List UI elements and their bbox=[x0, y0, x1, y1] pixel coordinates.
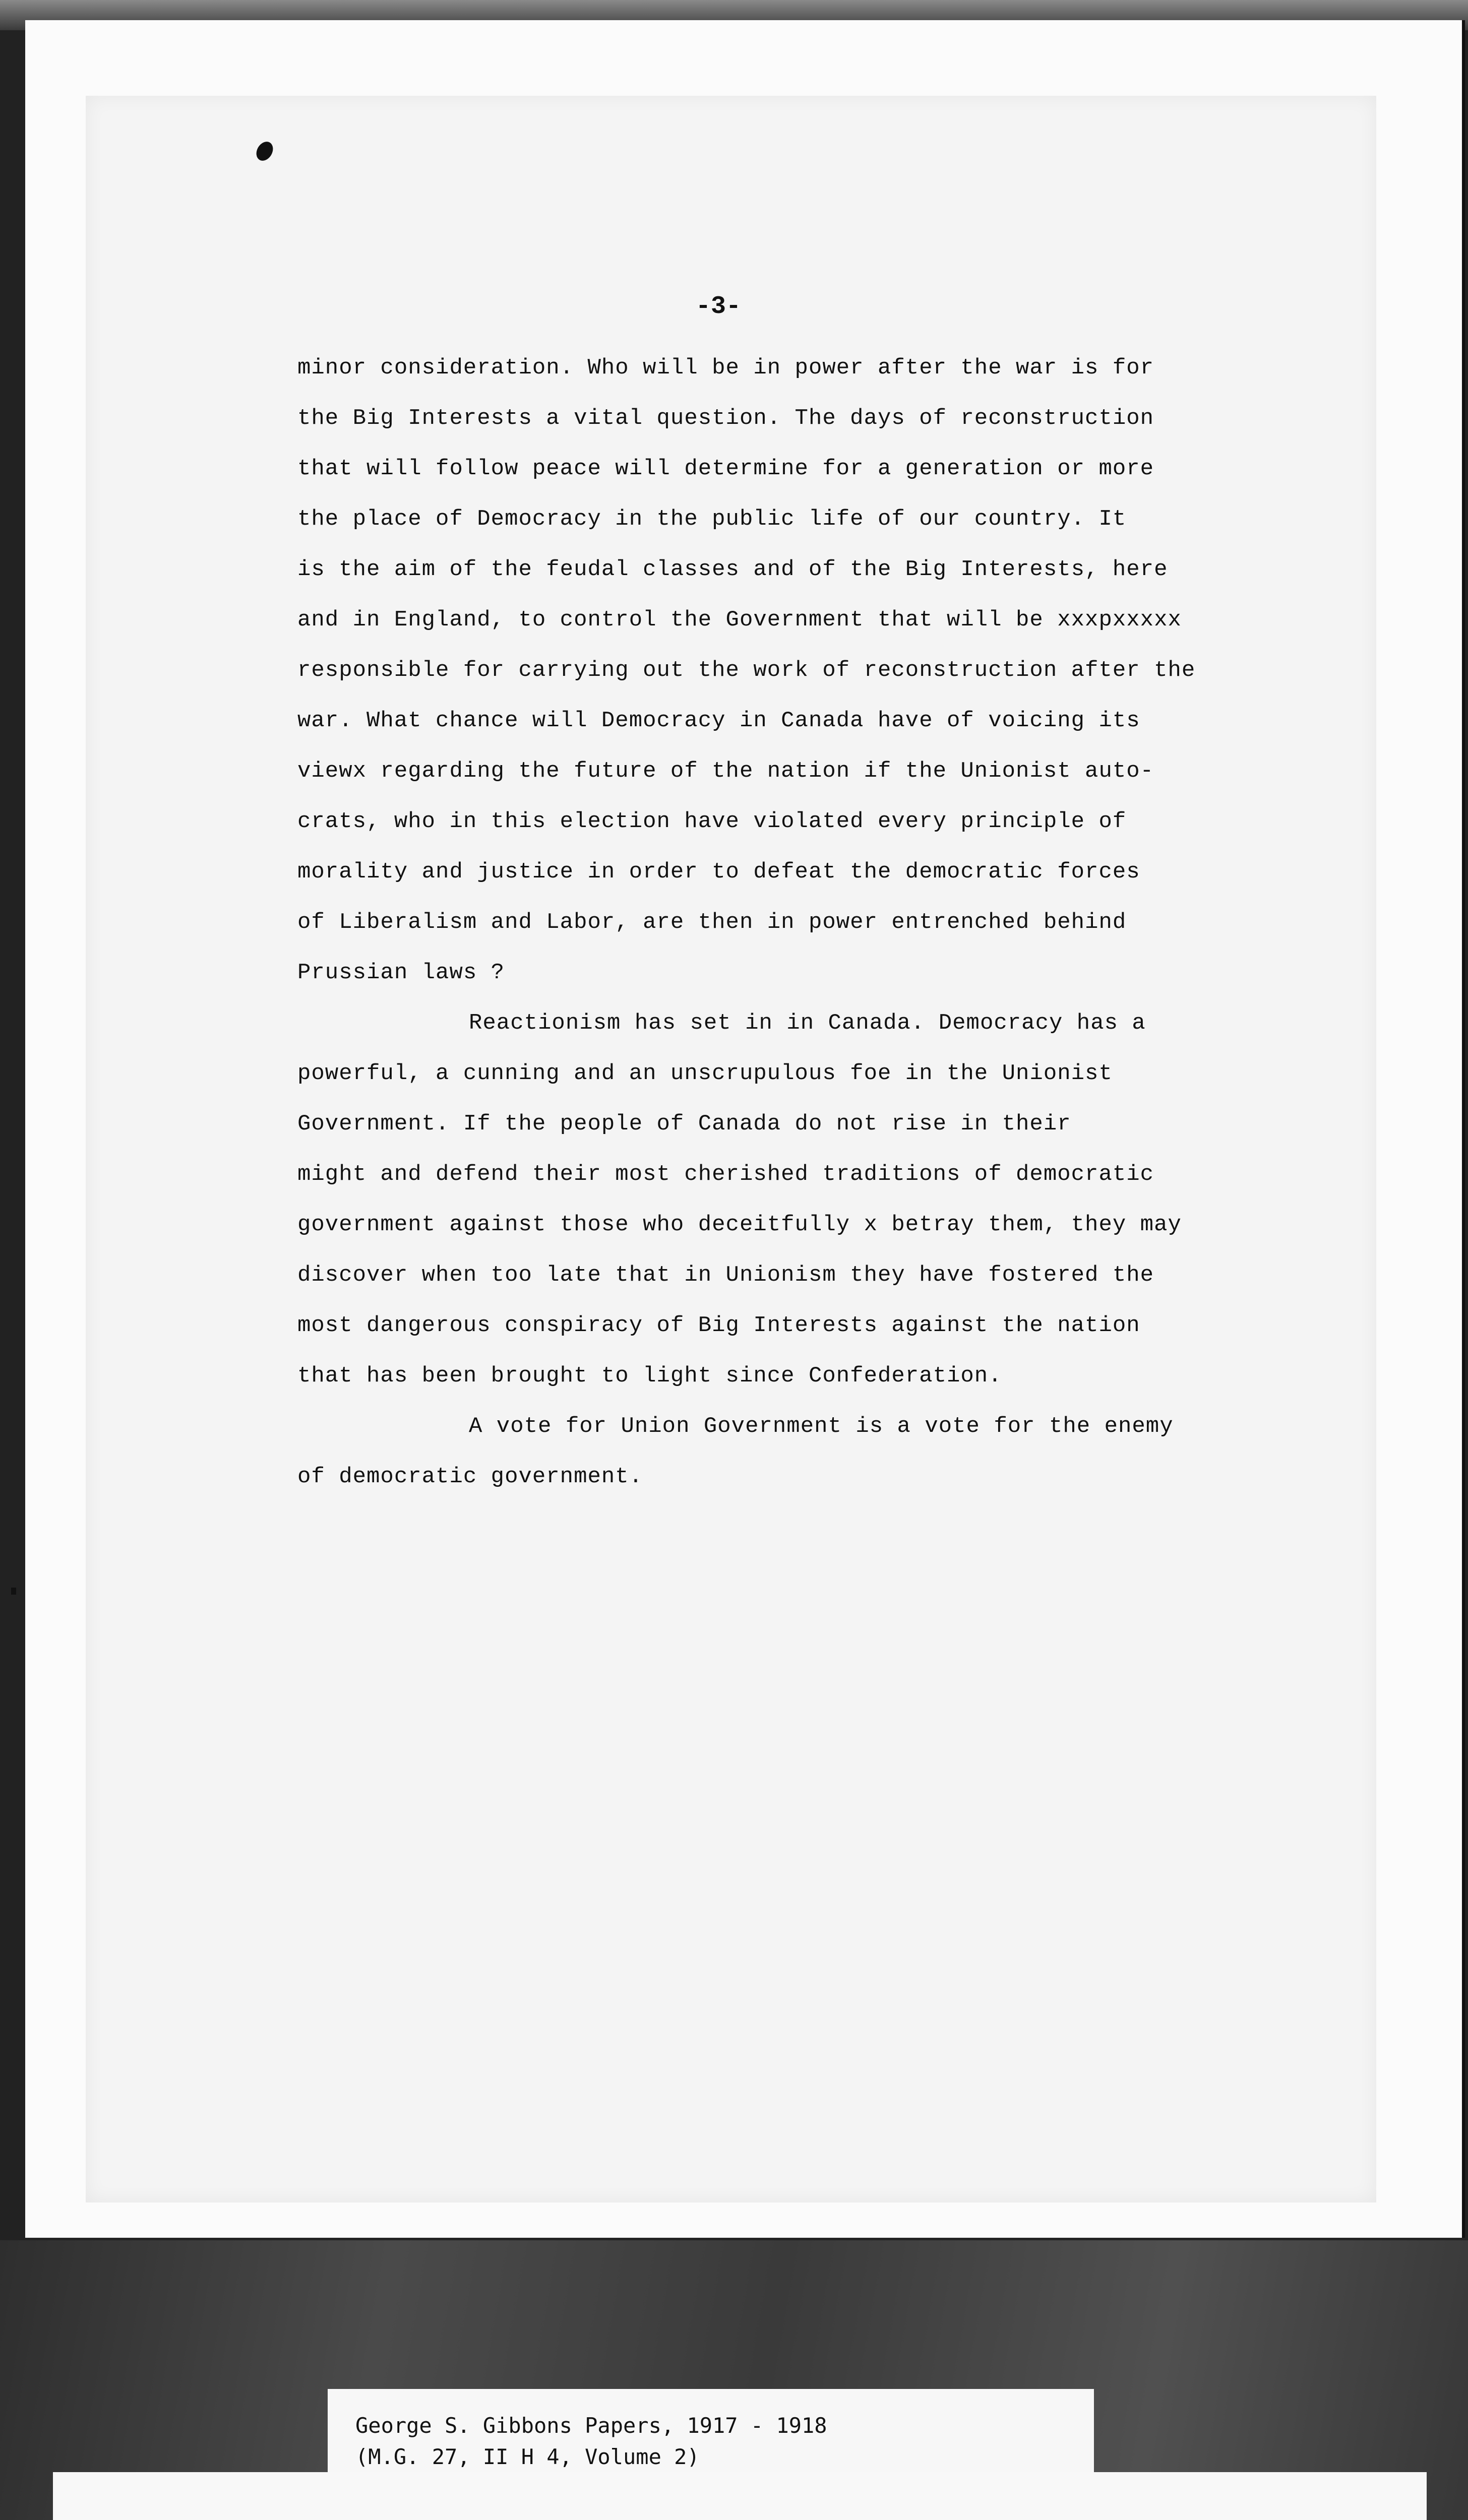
text-line: Prussian laws ? bbox=[297, 960, 505, 985]
text-line: powerful, a cunning and an unscrupulous foe in the Unionist bbox=[297, 1061, 1113, 1086]
text-line: that will follow peace will determine for a generation or more bbox=[297, 456, 1154, 481]
citation-collection: George S. Gibbons Papers, 1917 - 1918 bbox=[355, 2413, 827, 2438]
text-line: and in England, to control the Government that will be xxxpxxxxx bbox=[297, 607, 1182, 633]
text-line: discover when too late that in Unionism they have fostered the bbox=[297, 1263, 1154, 1288]
text-line: might and defend their most cherished traditions of democratic bbox=[297, 1162, 1154, 1187]
text-line: the place of Democracy in the public life of our country. It bbox=[297, 507, 1127, 532]
text-line: war. What chance will Democracy in Canada have of voicing its bbox=[297, 708, 1140, 733]
text-line: of Liberalism and Labor, are then in power entrenched behind bbox=[297, 910, 1127, 935]
typed-text-body bbox=[297, 343, 1306, 1502]
text-line: of democratic government. bbox=[297, 1464, 643, 1489]
text-line: A vote for Union Government is a vote for the enemy bbox=[469, 1414, 1174, 1439]
text-line: Reactionism has set in in Canada. Democracy has a bbox=[469, 1011, 1146, 1036]
archive-label-card bbox=[53, 2472, 1427, 2520]
margin-mark bbox=[11, 1588, 16, 1595]
text-line: minor consideration. Who will be in power after the war is for bbox=[297, 355, 1154, 381]
text-line: most dangerous conspiracy of Big Interests against the nation bbox=[297, 1313, 1140, 1338]
text-line: Government. If the people of Canada do not rise in their bbox=[297, 1111, 1071, 1137]
text-line: morality and justice in order to defeat the democratic forces bbox=[297, 859, 1140, 885]
citation-reference: (M.G. 27, II H 4, Volume 2) bbox=[355, 2444, 700, 2469]
text-line: crats, who in this election have violated every principle of bbox=[297, 809, 1127, 834]
text-line: is the aim of the feudal classes and of the Big Interests, here bbox=[297, 557, 1168, 582]
page-number: -3- bbox=[696, 292, 742, 321]
text-line: viewx regarding the future of the nation if the Unionist auto- bbox=[297, 759, 1154, 784]
text-line: government against those who deceitfully x betray them, they may bbox=[297, 1212, 1182, 1237]
text-line: responsible for carrying out the work of reconstruction after the bbox=[297, 658, 1196, 683]
text-line: the Big Interests a vital question. The days of reconstruction bbox=[297, 406, 1154, 431]
text-line: that has been brought to light since Confederation. bbox=[297, 1363, 1002, 1389]
